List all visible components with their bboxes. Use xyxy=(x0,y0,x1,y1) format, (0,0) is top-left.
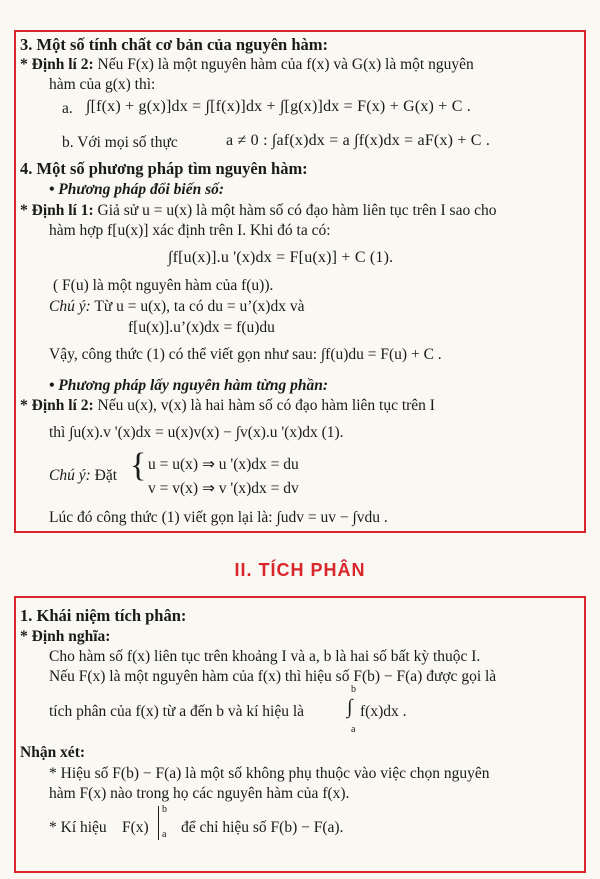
evaluation-upper: b xyxy=(162,804,167,815)
integration-by-parts-formula: thì ∫u(x).v '(x)dx = u(x)v(x) − ∫v(x).u '(x)dx (1). xyxy=(49,424,344,441)
definition-line2: Nếu F(x) là một nguyên hàm của f(x) thì hiệu số F(b) − F(a) được gọi là xyxy=(49,668,497,685)
note-fu: ( F(u) là một nguyên hàm của f(u)). xyxy=(53,277,274,294)
theorem2b-line1 xyxy=(20,396,435,415)
theorem2-label: * Định lí 2: xyxy=(20,56,94,73)
theorem2b-text: Nếu u(x), v(x) là hai hàm số có đạo hàm liên tục trên I xyxy=(93,397,435,414)
definition-label: * Định nghĩa: xyxy=(20,628,111,645)
theorem2-text: Nếu F(x) là một nguyên hàm của f(x) và G(x) là một nguyên xyxy=(93,56,474,73)
theorem2b-label: * Định lí 2: xyxy=(20,397,94,414)
left-brace: { xyxy=(130,447,147,484)
concept-heading: 1. Khái niệm tích phân: xyxy=(20,606,187,625)
remark-label: Nhận xét: xyxy=(20,744,86,761)
note1-label: Chú ý: xyxy=(49,298,91,315)
section3-heading: 3. Một số tính chất cơ bản của nguyên hàm: xyxy=(20,35,328,54)
item-b-label: b. Với mọi số thực xyxy=(62,134,178,151)
integral-expression: f(x)dx . xyxy=(360,703,407,720)
definition-line1: Cho hàm số f(x) liên tục trên khoảng I và a, b là hai số bất kỳ thuộc I. xyxy=(49,648,481,665)
note2-label: Chú ý: xyxy=(49,467,91,484)
substitution-case2: v = v(x) ⇒ v '(x)dx = dv xyxy=(148,480,299,497)
substitution-case1: u = u(x) ⇒ u '(x)dx = du xyxy=(148,456,299,473)
evaluation-symbol: F(x) xyxy=(122,819,149,836)
integral-lower-limit: a xyxy=(351,724,356,735)
integral-sign: ∫ xyxy=(347,696,353,718)
section4-heading: 4. Một số phương pháp tìm nguyên hàm: xyxy=(20,159,308,178)
method1-title: • Phương pháp đổi biến số: xyxy=(49,181,225,198)
integral-upper-limit: b xyxy=(351,684,356,695)
note2-line xyxy=(49,466,117,485)
item-b-formula: a ≠ 0 : ∫af(x)dx = a ∫f(x)dx = aF(x) + C . xyxy=(226,132,491,149)
item-a-formula: ∫[f(x) + g(x)]dx = ∫[f(x)]dx + ∫[g(x)]dx = F(x) + G(x) + C . xyxy=(86,98,471,115)
theorem1-text: Giả sử u = u(x) là một hàm số có đạo hàm liên tục trên I sao cho xyxy=(93,202,497,219)
theorem2-line1 xyxy=(20,55,474,74)
note1-text: Từ u = u(x), ta có du = u’(x)dx và xyxy=(90,298,305,315)
method2-title: • Phương pháp lấy nguyên hàm từng phần: xyxy=(49,377,329,394)
remark-line3-post: để chỉ hiệu số F(b) − F(a). xyxy=(181,819,344,836)
note2-text: Đặt xyxy=(90,467,118,484)
remark-line3-pre: * Kí hiệu xyxy=(49,819,107,836)
definition-line3: tích phân của f(x) từ a đến b và kí hiệu là xyxy=(49,703,305,720)
note1-line2: f[u(x)].u’(x)dx = f(u)du xyxy=(128,319,275,336)
theorem1-line1 xyxy=(20,201,496,220)
remark-line1: * Hiệu số F(b) − F(a) là một số không phụ thuộc vào việc chọn nguyên xyxy=(49,765,490,782)
shorthand-formula: Vậy, công thức (1) có thể viết gọn như sau: ∫f(u)du = F(u) + C . xyxy=(49,346,442,363)
section-title: II. TÍCH PHÂN xyxy=(234,560,366,580)
item-a-label: a. xyxy=(62,100,73,117)
formula-1: ∫f[u(x)].u '(x)dx = F[u(x)] + C (1). xyxy=(168,249,394,266)
evaluation-bar xyxy=(158,806,159,840)
theorem2-line2: hàm của g(x) thì: xyxy=(49,76,156,93)
compact-formula: Lúc đó công thức (1) viết gọn lại là: ∫udv = uv − ∫vdu . xyxy=(49,509,388,526)
remark-line2: hàm F(x) nào trong họ các nguyên hàm của f(x). xyxy=(49,785,350,802)
theorem1-label: * Định lí 1: xyxy=(20,202,94,219)
evaluation-lower: a xyxy=(162,829,167,840)
note1-line1 xyxy=(49,297,304,316)
theorem1-line2: hàm hợp f[u(x)] xác định trên I. Khi đó ta có: xyxy=(49,222,331,239)
